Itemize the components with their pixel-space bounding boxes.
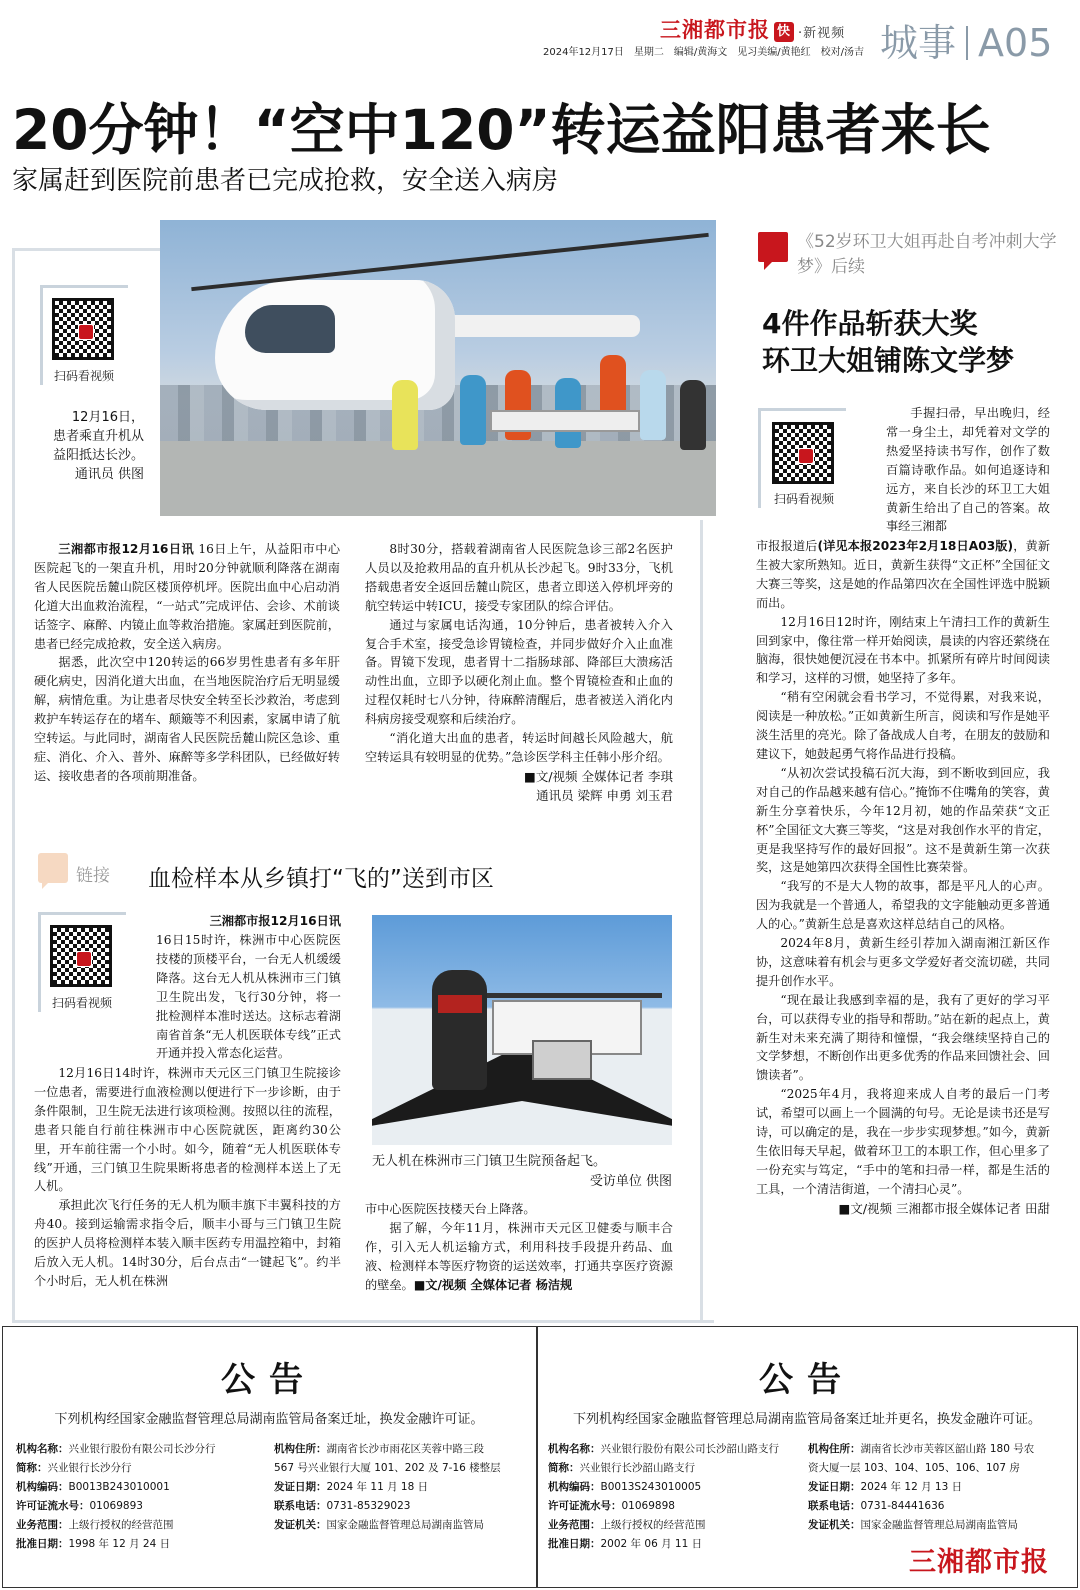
link-article-col2	[365, 1200, 673, 1295]
link-article-intro	[156, 912, 341, 931]
paragraph: “从初次尝试投稿石沉大海，到不断收到回应，我对自己的作品越来越有信心。”掩饰不住嘴角的笑容，黄新生分享着快乐，今年12月初，她的作品荣获“文正杯”全国征文大赛三等奖，“这是对我创作水平的肯定，更是我坚持写作的最好回报”。这不是黄新生第一次获奖，这是她第四次获得全国性比赛荣誉。	[756, 765, 1050, 875]
main-article-byline: ■文/视频 全媒体记者 李琪 通讯员 梁辉 申勇 刘玉君	[524, 768, 673, 803]
paragraph: 市报报道后(详见本报2023年2月18日A03版)，黄新生被大家所熟知。近日，黄新生获得“文正杯”全国征文大赛三等奖，这是她的作品第四次在全国性评选中脱颖而出。	[756, 539, 1051, 610]
notice-row: 机构名称：兴业银行股份有限公司长沙韶山路支行	[548, 1443, 779, 1455]
paragraph: 市中心医院医技楼天台上降落。	[365, 1202, 536, 1216]
notice-row: 批准日期：2002 年 06 月 11 日	[548, 1538, 703, 1550]
main-article-col2	[365, 540, 673, 805]
brand-badge: 快	[774, 22, 794, 42]
section-name: 城事	[880, 21, 957, 65]
paragraph: “现在最让我感到幸福的是，我有了更好的学习平台，可以获得专业的指导和帮助。”站在新的起点上，黄新生对未来充满了期待和憧憬，“我会继续坚持自己的文学梦想，不断创作出更多优秀的作品来回馈社会、回馈读者”。	[756, 992, 1050, 1083]
notice-row: 发证日期：2024 年 12 月 13 日	[808, 1481, 963, 1493]
notice-2-title: 公告	[759, 1360, 855, 1400]
link-byline: ■文/视频 全媒体记者 杨洁规	[413, 1277, 573, 1292]
qr-caption-right: 扫码看视频	[774, 492, 835, 506]
notice-row: 发证机关：国家金融监督管理总局湖南监管局	[808, 1519, 1018, 1531]
qr-code-main[interactable]	[52, 298, 114, 360]
right-article-intro	[886, 404, 1050, 536]
notice-2-left	[548, 1440, 806, 1554]
paragraph: 12月16日14时许，株洲市天元区三门镇卫生院接诊一位患者，需要进行血液检测以便进行下一步诊断，由于条件限制，卫生院无法进行该项检测。按照以往的流程，患者只能自行前往株洲市中心医院就医，距离约30公里，开车前往需一个小时。如今，随着“无人机医联体专线”开通，三门镇卫生院果断将患者的检测样本送上了无人机。	[34, 1066, 341, 1194]
notice-2-subtitle: 下列机构经国家金融监督管理总局湖南监管局备案迁址并更名，换发金融许可证。	[572, 1412, 1041, 1427]
notice-row: 联系电话：0731-84441636	[808, 1500, 945, 1512]
qr-code-right[interactable]	[772, 422, 834, 484]
right-article-title: 4件作品斩获大奖 环卫大姐铺陈文学梦	[762, 307, 1015, 377]
notice-row: 机构编码：B0013S243010005	[548, 1481, 702, 1493]
section-separator	[966, 26, 968, 60]
notice-1-left	[16, 1440, 271, 1554]
right-article-body	[756, 537, 1050, 1218]
notice-row: 简称：兴业银行长沙分行	[16, 1462, 132, 1474]
link-tag	[38, 853, 128, 893]
paragraph: 三湘都市报12月16日讯 16日上午，从益阳市中心医院起飞的一架直升机，用时20分钟就顺利降落在湖南省人民医院岳麓山院区楼顶停机坪。医院出血中心启动消化道大出血救治流程，“一站式”完成评估、会诊、术前谈话签字、麻醉、内镜止血等救治措施。家属赶到医院前，患者已经完成抢救，安全送入病房。	[34, 542, 341, 651]
paragraph: 据悉，此次空中120转运的66岁男性患者有多年肝硬化病史，因消化道大出血，在当地医院治疗后无明显缓解，病情危重。为让患者尽快安全转至长沙救治，考虑到救护车转运存在的堵车、颠簸等不利因素，家属申请了航空转运。与此同时，湖南省人民医院岳麓山院区急诊、重症、消化、介入、普外、麻醉等多学科团队，已经做好转运、接收患者的各项前期准备。	[34, 655, 340, 783]
right-tag-tail	[764, 258, 776, 270]
masthead-brand	[660, 14, 845, 44]
notice-row: 发证机关：国家金融监督管理总局湖南监管局	[274, 1519, 484, 1531]
caption-credit: 受访单位 供图	[589, 1174, 672, 1189]
main-article-frame-right	[700, 520, 703, 1322]
footer-logo: 三湘都市报	[905, 1540, 1053, 1579]
link-dateline: 三湘都市报12月16日讯	[209, 914, 341, 928]
page-headline: 20分钟！“空中120”转运益阳患者来长	[12, 98, 991, 162]
notice-row: 机构住所：湖南省长沙市雨花区芙蓉中路三段	[274, 1443, 484, 1455]
notice-row: 业务范围：上级行授权的经营范围	[16, 1519, 174, 1531]
notice-row: 许可证流水号：01069898	[548, 1500, 675, 1512]
caption-line: 益阳抵达长沙。	[52, 448, 144, 463]
link-article-col1	[34, 931, 341, 1063]
paragraph: “稍有空闲就会看书学习，不觉得累，对我来说，阅读是一种放松。”正如黄新生所言，阅读和写作是她平淡生活里的亮光。除了备战成人自考，在朋友的鼓励和建议下，她鼓起勇气将作品进行投稿。	[756, 690, 1050, 761]
paragraph: “2025年4月，我将迎来成人自考的最后一门考试，希望可以画上一个圆满的句号。无论是读书还是写诗，可以确定的是，我在一步步实现梦想。”如今，黄新生依旧每天早起，做着环卫工的本职工作，但心里多了一份充实与笃定，“手中的笔和扫帚一样，都是生活的工具，一个清洁街道，一个清扫心灵”。	[756, 1087, 1050, 1196]
drone-photo-caption	[372, 1152, 672, 1192]
main-article-col1	[34, 540, 340, 786]
notice-1-subtitle: 下列机构经国家金融监督管理总局湖南监管局备案迁址，换发金融许可证。	[54, 1412, 484, 1427]
paragraph: 8时30分，搭载着湖南省人民医院急诊三部2名医护人员以及抢救用品的直升机从长沙起飞。9时33分，飞机搭载患者安全返回岳麓山院区，患者立即送入停机坪旁的航空转运中转ICU，接受专家团队的综合评估。	[365, 542, 673, 613]
link-tag-label: 链接	[76, 866, 110, 886]
helicopter-photo-caption	[26, 408, 144, 484]
notice-row: 机构住所：湖南省长沙市芙蓉区韶山路 180 号农	[808, 1443, 1035, 1455]
qr-caption-link: 扫码看视频	[52, 996, 113, 1010]
caption-line: 患者乘直升机从	[52, 429, 144, 444]
paragraph: 2024年8月，黄新生经引荐加入湖南湘江新区作协，这意味着有机会与更多文学爱好者交流切磋，共同提升创作水平。	[756, 936, 1050, 988]
notice-row: 批准日期：1998 年 12 月 24 日	[16, 1538, 171, 1550]
drone-photo	[372, 915, 672, 1145]
caption-credit: 通讯员 供图	[74, 467, 144, 482]
right-article-kicker: 《52岁环卫大姐再赴自考冲刺大学梦》后续	[797, 232, 1057, 277]
link-article-col1-rest	[34, 1064, 341, 1291]
right-article-byline: ■文/视频 三湘都市报全媒体记者 田甜	[838, 1200, 1050, 1216]
notice-row: 机构名称：兴业银行股份有限公司长沙分行	[16, 1443, 216, 1455]
section-header	[880, 12, 1052, 67]
page-subheadline: 家属赶到医院前患者已完成抢救，安全送入病房	[12, 166, 559, 196]
helicopter-photo	[160, 220, 716, 516]
notice-row: 业务范围：上级行授权的经营范围	[548, 1519, 706, 1531]
caption-line: 无人机在株洲市三门镇卫生院预备起飞。	[372, 1154, 607, 1169]
notice-1-title: 公告	[221, 1360, 317, 1400]
paragraph: 16日15时许，株洲市中心医院医技楼的顶楼平台，一台无人机缓缓降落。这台无人机从株洲市三门镇卫生院出发，飞行30分钟，将一批检测样本准时送达。这标志着湖南省首条“无人机医联体专线”正式开通并投入常态化运营。	[156, 933, 341, 1061]
notice-row: 联系电话：0731-85329023	[274, 1500, 411, 1512]
page-number: A05	[978, 21, 1053, 65]
paragraph: 通过与家属电话沟通，10分钟后，患者被转入介入复合手术室，接受急诊胃镜检查，并同步做好介入止血准备。胃镜下发现，患者胃十二指肠球部、降部巨大溃疡活动性出血，立即予以硬化剂止血。整个胃镜检查和止血的过程仅耗时七八分钟，待麻醉清醒后，患者被送入消化内科病房接受观察和后续治疗。	[365, 617, 673, 727]
issue-meta: 2024年12月17日 星期二 编辑/黄海文 见习美编/黄艳红 校对/汤吉	[543, 47, 865, 58]
brand-name: 三湘都市报	[660, 18, 770, 42]
link-article-title: 血检样本从乡镇打“飞的”送到市区	[148, 866, 494, 892]
notice-2-right	[808, 1440, 1070, 1535]
qr-caption-main: 扫码看视频	[54, 369, 115, 383]
notice-row: 许可证流水号：01069893	[16, 1500, 143, 1512]
notice-row: 机构编码：B0013B243010001	[16, 1481, 170, 1493]
paragraph: 12月16日12时许，刚结束上午清扫工作的黄新生回到家中，像往常一样开始阅读，晨读的内容还萦绕在脑海，很快她便沉浸在书本中。抓紧所有碎片时间阅读和学习，这样的习惯，她坚持了多年。	[756, 614, 1050, 686]
paragraph: 据了解，今年11月，株洲市天元区卫健委与顺丰合作，引入无人机运输方式，利用科技手段提升药品、血液、检测样本等医疗物资的运送效率，打通共享医疗资源的壁垒。■文/视频 全媒体记者 杨洁规	[365, 1220, 673, 1292]
notice-1-right	[274, 1440, 529, 1535]
brand-video: ·新视频	[798, 26, 846, 41]
notice-row: 567 号兴业银行大厦 101、202 及 7-16 楼整层	[274, 1462, 501, 1474]
paragraph: “消化道大出血的患者，转运时间越长风险越大，航空转运具有较明显的优势。”急诊医学科主任韩小彤介绍。	[365, 731, 673, 764]
caption-line: 12月16日，	[71, 410, 144, 425]
dateline: 三湘都市报12月16日讯	[58, 542, 195, 556]
notice-row: 简称：兴业银行长沙韶山路支行	[548, 1462, 695, 1474]
paragraph: 手握扫帚，早出晚归，经常一身尘土，却凭着对文学的热爱坚持读书写作，创作了数百篇诗歌作品。如何追逐诗和远方，来自长沙的环卫工大姐黄新生给出了自己的答案。故事经三湘都	[886, 406, 1050, 534]
paragraph: “我写的不是大人物的故事，都是平凡人的心声。因为我就是一个普通人，希望我的文字能触动更多普通人的心。”黄新生总是喜欢这样总结自己的风格。	[756, 879, 1050, 932]
notice-row: 发证日期：2024 年 11 月 18 日	[274, 1481, 429, 1493]
paragraph: 承担此次飞行任务的无人机为顺丰旗下丰翼科技的方舟40。接到运输需求指令后，顺丰小哥与三门镇卫生院的医护人员将检测样本装入顺丰医药专用温控箱中，封箱后放入无人机。14时30分，后台点击“一键起飞”。约半个小时后，无人机在株洲	[34, 1198, 341, 1288]
notice-row: 资大厦一层 103、104、105、106、107 房	[808, 1462, 1020, 1474]
